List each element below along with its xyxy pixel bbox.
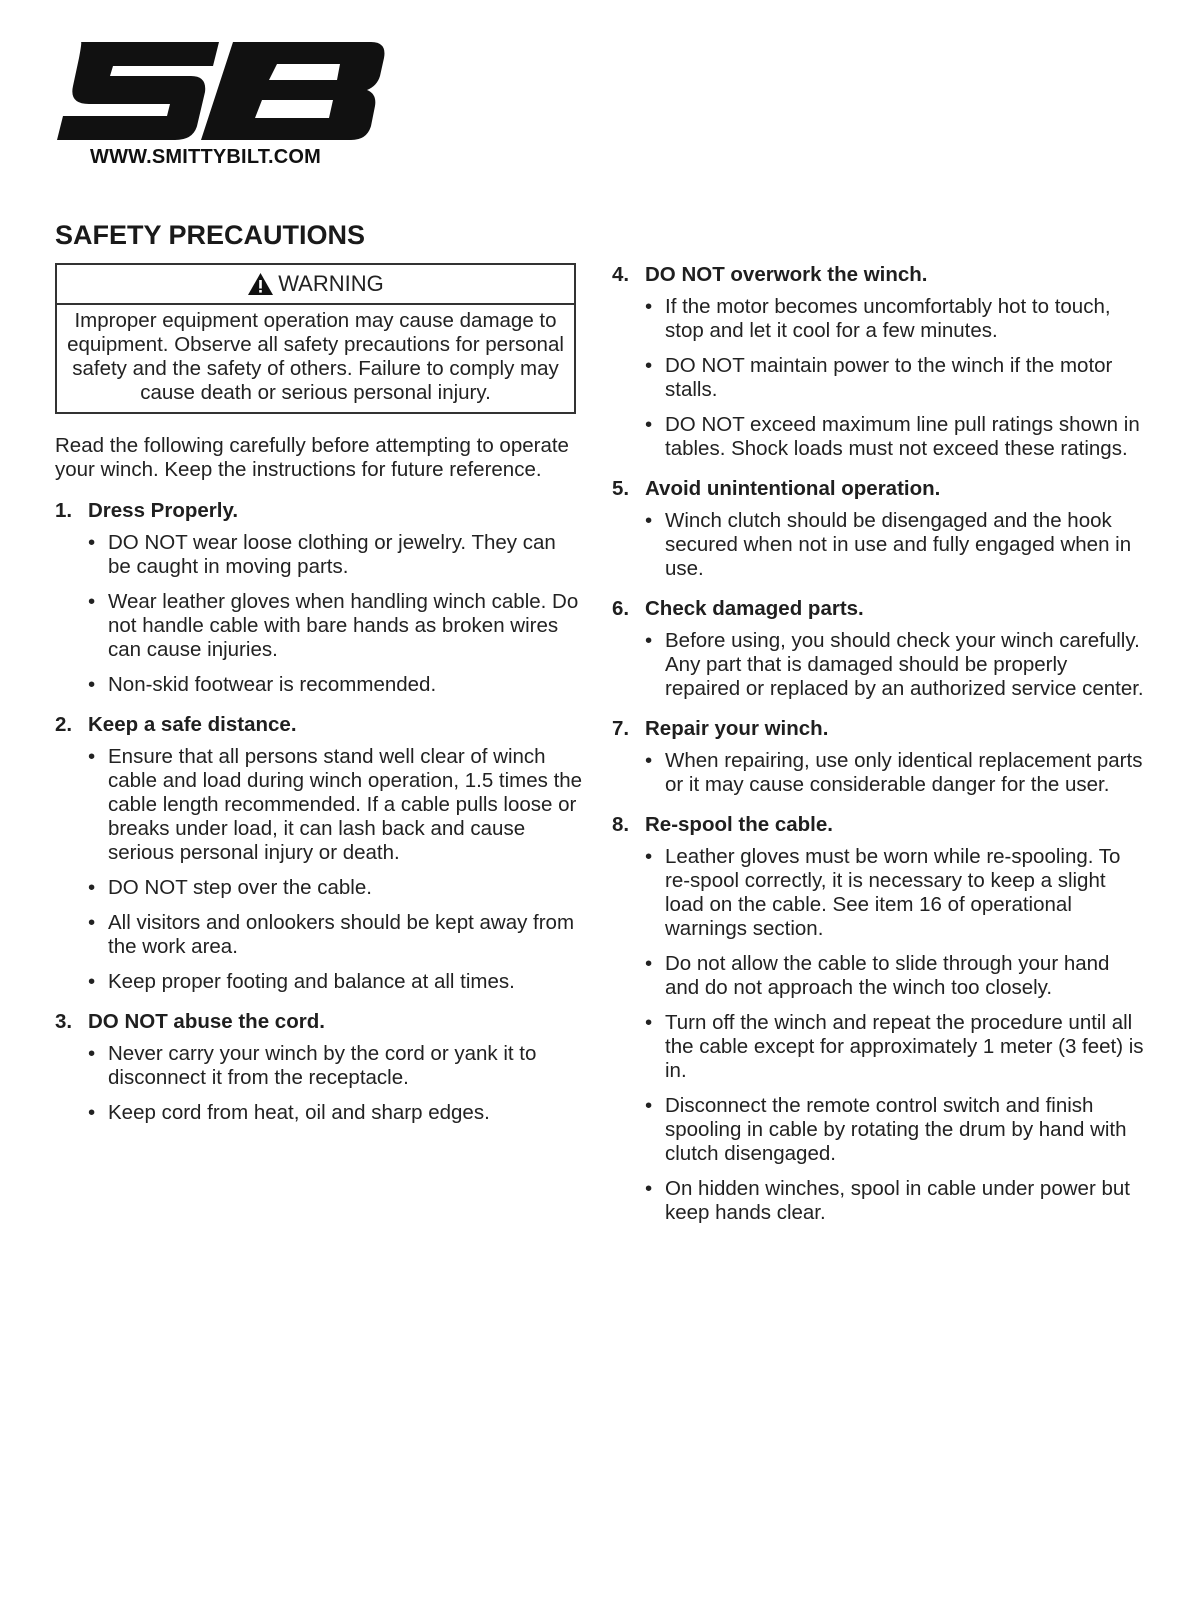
bullet-dot-icon: • [645,749,653,772]
bullet-item [612,629,1147,701]
bullet-item [612,749,1147,797]
left-column [55,434,583,1141]
bullet-dot-icon: • [88,1042,96,1065]
bullet-list [55,1042,583,1125]
warning-box [55,263,576,414]
warning-triangle-icon [247,272,274,296]
section-title: DO NOT abuse the cord. [88,1010,325,1033]
bullet-text: Keep proper footing and balance at all times. [108,970,515,993]
section-heading [612,813,1147,837]
bullet-text: Wear leather gloves when handling winch cable. Do not handle cable with bare hands as broken wires can cause injuries. [108,590,579,661]
bullet-list [55,745,583,994]
section-heading [55,713,583,737]
bullet-dot-icon: • [88,673,96,696]
bullet-list [612,845,1147,1225]
bullet-dot-icon: • [645,845,653,868]
safety-section [55,1010,583,1125]
right-sections [612,263,1147,1225]
bullet-item [612,1011,1147,1083]
safety-section [612,597,1147,701]
bullet-dot-icon: • [645,354,653,377]
bullet-item [55,531,583,579]
bullet-text: When repairing, use only identical replacement parts or it may cause considerable danger for the user. [665,749,1143,796]
safety-section [55,713,583,994]
bullet-item [55,590,583,662]
section-title: Check damaged parts. [645,597,864,620]
bullet-dot-icon: • [645,295,653,318]
bullet-text: Winch clutch should be disengaged and the hook secured when not in use and fully engaged when in use. [665,509,1132,580]
bullet-list [612,295,1147,461]
bullet-dot-icon: • [645,1177,653,1200]
bullet-item [55,673,583,697]
bullet-text: If the motor becomes uncomfortably hot to touch, stop and let it cool for a few minutes. [665,295,1111,342]
bullet-text: Disconnect the remote control switch and finish spooling in cable by rotating the drum by hand with clutch disengaged. [665,1094,1127,1165]
warning-header [57,265,574,305]
bullet-dot-icon: • [88,745,96,768]
bullet-text: Never carry your winch by the cord or yank it to disconnect it from the receptacle. [108,1042,537,1089]
safety-section [612,263,1147,461]
bullet-text: On hidden winches, spool in cable under power but keep hands clear. [665,1177,1130,1224]
bullet-item [55,1042,583,1090]
bullet-text: Keep cord from heat, oil and sharp edges. [108,1101,490,1124]
section-number: 3. [55,1010,73,1033]
section-heading [612,263,1147,287]
bullet-item [55,745,583,865]
bullet-item [612,952,1147,1000]
bullet-item [612,295,1147,343]
bullet-text: DO NOT step over the cable. [108,876,372,899]
bullet-dot-icon: • [645,509,653,532]
bullet-item [55,876,583,900]
safety-section [612,813,1147,1225]
bullet-dot-icon: • [88,590,96,613]
bullet-item [55,970,583,994]
safety-section [612,717,1147,797]
bullet-text: Do not allow the cable to slide through your hand and do not approach the winch too closely. [665,952,1110,999]
bullet-text: DO NOT maintain power to the winch if the motor stalls. [665,354,1113,401]
bullet-text: DO NOT wear loose clothing or jewelry. They can be caught in moving parts. [108,531,556,578]
section-title: Re-spool the cable. [645,813,833,836]
bullet-list [612,749,1147,797]
section-title: Keep a safe distance. [88,713,297,736]
bullet-dot-icon: • [645,1011,653,1034]
section-number: 1. [55,499,73,522]
bullet-text: Turn off the winch and repeat the procedure until all the cable except for approximately 1 meter (3 feet) is in. [665,1011,1144,1082]
section-heading [612,717,1147,741]
right-column [612,263,1147,1241]
bullet-dot-icon: • [88,531,96,554]
page-title: SAFETY PRECAUTIONS [55,220,366,250]
warning-label: WARNING [278,271,384,296]
section-heading [612,477,1147,501]
bullet-dot-icon: • [645,629,653,652]
bullet-dot-icon: • [88,876,96,899]
bullet-text: Leather gloves must be worn while re-spooling. To re-spool correctly, it is necessary to keep a slight load on the cable. See item 16 of operational warnings section. [665,845,1121,940]
bullet-text: Before using, you should check your winch carefully. Any part that is damaged should be properly repaired or replaced by an authorized service center. [665,629,1144,700]
bullet-item [612,509,1147,581]
section-number: 5. [612,477,630,500]
warning-text: Improper equipment operation may cause damage to equipment. Observe all safety precautions for personal safety and the safety of others. Failure to comply may cause death or serious personal injury. [67,309,564,404]
bullet-text: Non-skid footwear is recommended. [108,673,437,696]
section-title: Dress Properly. [88,499,239,522]
bullet-dot-icon: • [88,970,96,993]
section-number: 8. [612,813,630,836]
section-heading [612,597,1147,621]
bullet-list [612,509,1147,581]
bullet-text: Ensure that all persons stand well clear of winch cable and load during winch operation, 1.5 times the cable length recommended. If a cable pulls loose or breaks under load, it can lash back and cause serious personal injury or death. [108,745,583,864]
bullet-dot-icon: • [645,952,653,975]
bullet-text: DO NOT exceed maximum line pull ratings shown in tables. Shock loads must not exceed these ratings. [665,413,1140,460]
bullet-dot-icon: • [88,1101,96,1124]
section-number: 6. [612,597,630,620]
bullet-item [55,1101,583,1125]
left-sections [55,499,583,1125]
section-number: 4. [612,263,630,286]
bullet-item [612,1094,1147,1166]
bullet-item [612,1177,1147,1225]
bullet-item [612,413,1147,461]
bullet-text: All visitors and onlookers should be kept away from the work area. [108,911,575,958]
bullet-list [612,629,1147,701]
section-title: Repair your winch. [645,717,829,740]
intro-paragraph: Read the following carefully before attempting to operate your winch. Keep the instructions for future reference. [55,434,569,481]
safety-section [612,477,1147,581]
bullet-list [55,531,583,697]
section-title: DO NOT overwork the winch. [645,263,928,286]
bullet-item [55,911,583,959]
website-url: WWW.SMITTYBILT.COM [90,146,321,168]
bullet-item [612,845,1147,941]
section-heading [55,499,583,523]
bullet-item [612,354,1147,402]
bullet-dot-icon: • [88,911,96,934]
section-title: Avoid unintentional operation. [645,477,941,500]
brand-logo [55,36,387,146]
safety-section [55,499,583,697]
section-number: 2. [55,713,73,736]
bullet-dot-icon: • [645,413,653,436]
bullet-dot-icon: • [645,1094,653,1117]
section-number: 7. [612,717,630,740]
section-heading [55,1010,583,1034]
